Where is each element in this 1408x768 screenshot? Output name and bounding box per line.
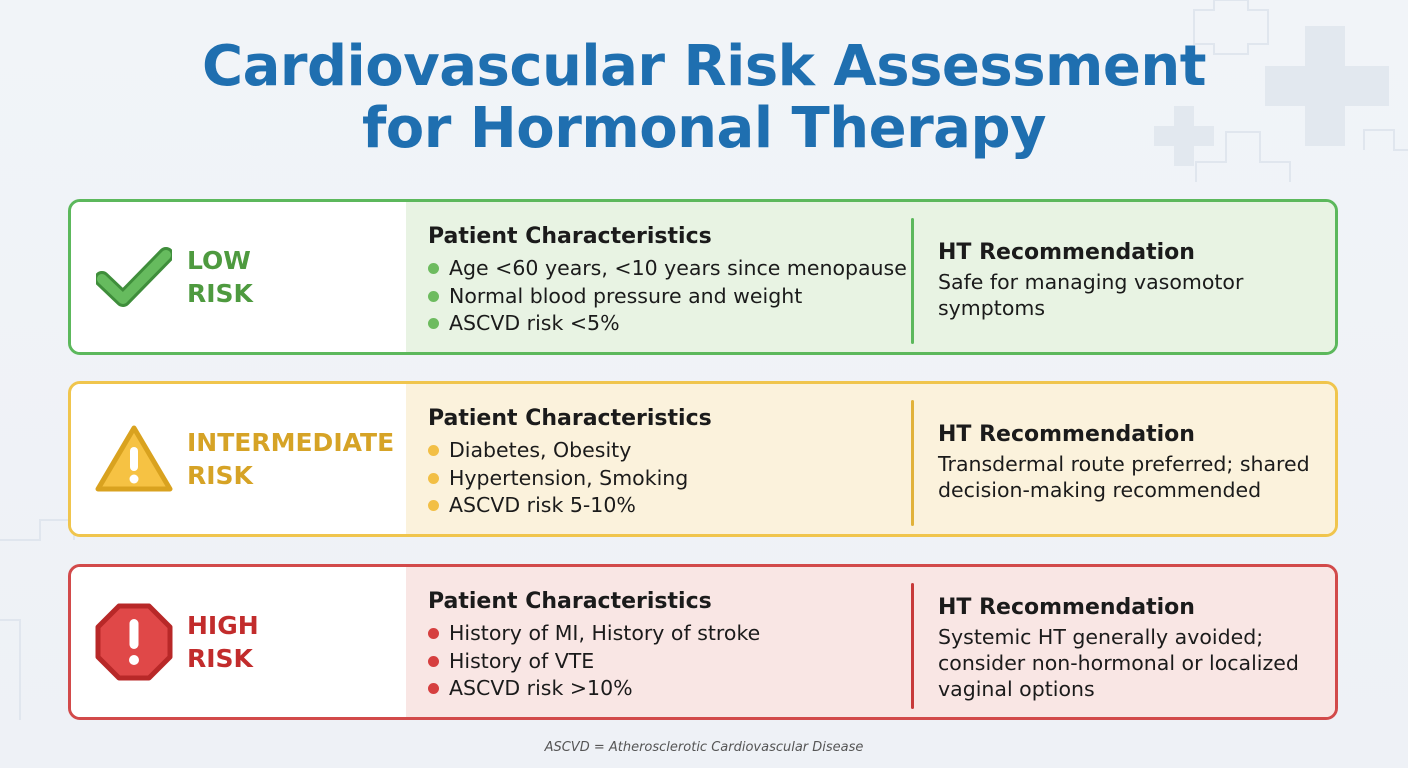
list-item: History of MI, History of stroke [428, 620, 911, 648]
intermediate-risk-label-panel [71, 384, 406, 534]
low-risk-card [68, 199, 1338, 355]
page-title-line-1: Cardiovascular Risk Assessment [201, 34, 1207, 99]
recommendation-text: Safe for managing vasomotor symptoms [938, 270, 1244, 320]
risk-level-label: INTERMEDIATE RISK [187, 428, 395, 490]
list-item: Age <60 years, <10 years since menopause [428, 255, 911, 283]
list-item: Diabetes, Obesity [428, 437, 911, 465]
ht-recommendation [938, 595, 1328, 702]
column-divider [911, 218, 914, 344]
ht-recommendation [938, 422, 1328, 503]
bullet-dot-icon [428, 445, 439, 456]
footnote: ASCVD = Atherosclerotic Cardiovascular Disease [544, 740, 864, 755]
high-risk-label-panel [71, 567, 406, 717]
patient-characteristics [406, 384, 911, 534]
bullet-dot-icon [428, 473, 439, 484]
recommendation-text: Transdermal route preferred; shared decision-making recommended [938, 452, 1310, 502]
high-risk-card [68, 564, 1338, 720]
recommendation-heading: HT Recommendation [938, 240, 1195, 265]
stop-octagon-icon [93, 601, 175, 683]
bullet-dot-icon [428, 500, 439, 511]
intermediate-risk-card [68, 381, 1338, 537]
checkmark-icon [93, 236, 175, 318]
ht-recommendation [938, 240, 1328, 321]
high-risk-details [406, 567, 1335, 717]
characteristics-heading: Patient Characteristics [428, 589, 712, 614]
risk-level-label: LOW RISK [187, 246, 253, 308]
page-title [0, 36, 1408, 160]
bullet-dot-icon [428, 291, 439, 302]
intermediate-risk-details [406, 384, 1335, 534]
column-divider [911, 583, 914, 709]
list-item: ASCVD risk 5-10% [428, 492, 911, 520]
warning-triangle-icon [93, 418, 175, 500]
low-risk-label-panel [71, 202, 406, 352]
list-item: History of VTE [428, 648, 911, 676]
column-divider [911, 400, 914, 526]
characteristics-heading: Patient Characteristics [428, 224, 712, 249]
characteristics-heading: Patient Characteristics [428, 406, 712, 431]
page-title-line-2: for Hormonal Therapy [361, 96, 1047, 161]
patient-characteristics [406, 202, 911, 352]
bullet-dot-icon [428, 628, 439, 639]
list-item: Normal blood pressure and weight [428, 283, 911, 311]
bullet-dot-icon [428, 656, 439, 667]
list-item: ASCVD risk <5% [428, 310, 911, 338]
bullet-dot-icon [428, 263, 439, 274]
risk-level-label: HIGH RISK [187, 611, 259, 673]
recommendation-heading: HT Recommendation [938, 595, 1195, 620]
list-item: Hypertension, Smoking [428, 465, 911, 493]
bullet-dot-icon [428, 683, 439, 694]
list-item: ASCVD risk >10% [428, 675, 911, 703]
recommendation-text: Systemic HT generally avoided; consider non-hormonal or localized vaginal options [938, 625, 1299, 701]
patient-characteristics [406, 567, 911, 717]
bullet-dot-icon [428, 318, 439, 329]
low-risk-details [406, 202, 1335, 352]
recommendation-heading: HT Recommendation [938, 422, 1195, 447]
